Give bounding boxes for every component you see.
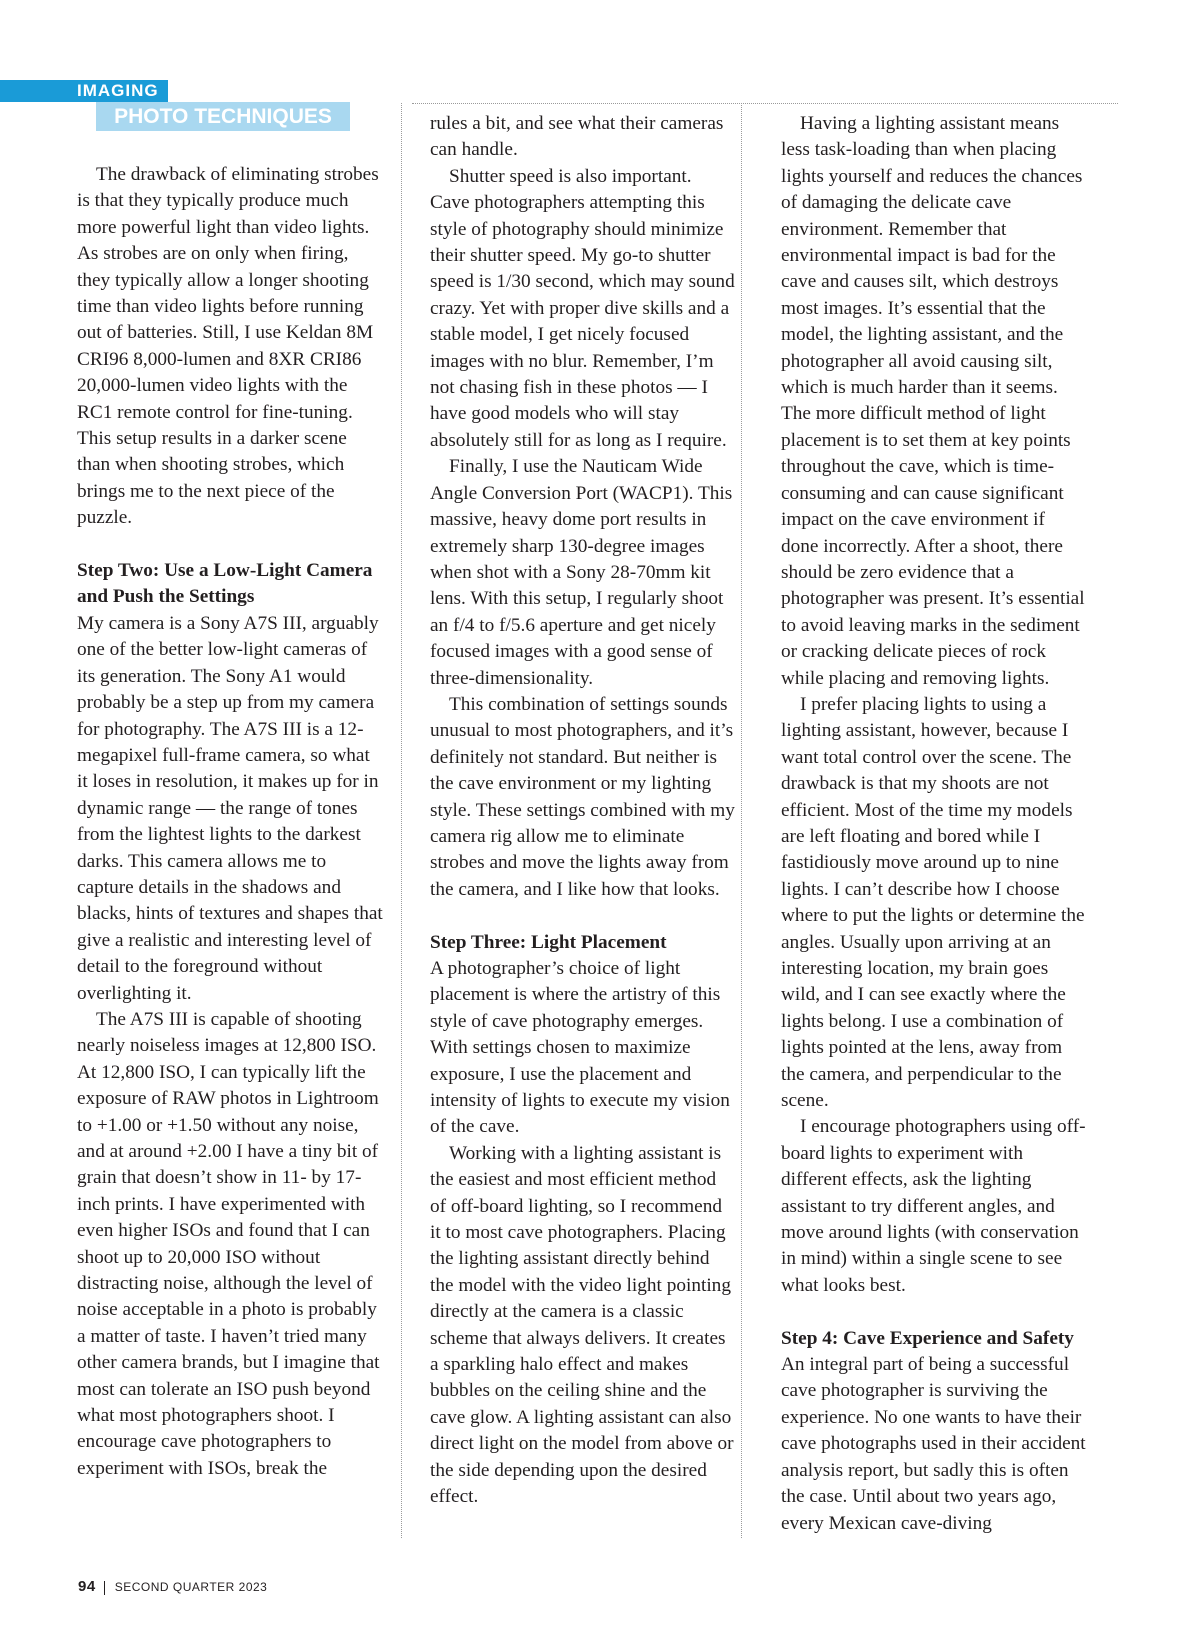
- col2-paragraph-4: This combination of settings sounds unusual to most photographers, and it’s definitely not standard. But neither is the cave environment or my lighting style. These settings combined with my camera rig allow me to eliminate strobes and move the lights away from the camera, and I like how that looks.: [430, 693, 735, 900]
- section-label: IMAGING: [77, 81, 159, 100]
- col2-heading-step-three: Step Three: Light Placement: [430, 931, 667, 953]
- subsection-label: PHOTO TECHNIQUES: [114, 105, 332, 128]
- col2-paragraph-5: A photographer’s choice of light placement is where the artistry of this style of cave photography emerges. With settings chosen to maximize exposure, I use the placement and intensity of lights to execute my vision of the cave.: [430, 957, 730, 1138]
- col3-heading-step-4: Step 4: Cave Experience and Safety: [781, 1327, 1074, 1349]
- col1-paragraph-1: The drawback of eliminating strobes is that they typically produce much more powerful light than video lights. As strobes are on only when firing, they typically allow a longer shooting time than video lights before running out of batteries. Still, I use Keldan 8M CRI96 8,000-lumen and 8XR CRI86 20,000-lumen video lights with the RC1 remote control for fine-tuning. This setup results in a darker scene than when shooting strobes, which brings me to the next piece of the puzzle.: [77, 164, 379, 529]
- col1-paragraph-2: My camera is a Sony A7S III, arguably one of the better low-light cameras of its generation. The Sony A1 would probably be a step up from my camera for photography. The A7S III is a 12-megapixel full-frame camera, so what it loses in resolution, it makes up for in dynamic range — the range of tones from the lightest lights to the darkest darks. This camera allows me to capture details in the shadows and blacks, hints of textures and shapes that give a realistic and interesting level of detail to the foreground without overlighting it.: [77, 612, 383, 1004]
- column-2: [430, 111, 736, 1511]
- col2-paragraph-2: Shutter speed is also important. Cave photographers attempting this style of photography should minimize their shutter speed. My go-to shutter speed is 1/30 second, which may sound crazy. Yet with proper dive skills and a stable model, I get nicely focused images with no blur. Remember, I’m not chasing fish in these photos — I have good models who will stay absolutely still for as long as I require.: [430, 165, 735, 451]
- subsection-tab: [96, 102, 350, 131]
- column-divider-2: [741, 103, 742, 1538]
- issue-label: SECOND QUARTER 2023: [114, 1580, 268, 1594]
- column-3: [781, 111, 1087, 1537]
- col3-paragraph-2: I prefer placing lights to using a lighting assistant, however, because I want total control over the scene. The drawback is that my shoots are not efficient. Most of the time my models are left floating and bored while I fastidiously move around up to nine lights. I can’t describe how I choose where to put the lights or determine the angles. Usually upon arriving at an interesting location, my brain goes wild, and I can see exactly where the lights belong. I use a combination of lights pointed at the lens, away from the camera, and perpendicular to the scene.: [781, 693, 1085, 1112]
- col3-paragraph-4: An integral part of being a successful cave photographer is surviving the experience. No one wants to have their cave photographs used in their accident analysis report, but sadly this is often the case. Until about two years ago, every Mexican cave-diving: [781, 1354, 1086, 1534]
- page-number: 94: [78, 1578, 96, 1595]
- col3-paragraph-3: I encourage photographers using off-board lights to experiment with different effects, ask the lighting assistant to try different angles, and move around lights (with conservation in mind) within a single scene to see what looks best.: [781, 1116, 1086, 1296]
- col2-paragraph-3: Finally, I use the Nauticam Wide Angle Conversion Port (WACP1). This massive, heavy dome port results in extremely sharp 130-degree images when shot with a Sony 28-70mm kit lens. With this setup, I regularly shoot an f/4 to f/5.6 aperture and get nicely focused images with a good sense of three-dimensionality.: [430, 456, 733, 689]
- column-1: [77, 162, 383, 1482]
- col2-paragraph-1: rules a bit, and see what their cameras can handle.: [430, 113, 724, 161]
- col3-paragraph-1: Having a lighting assistant means less task-loading than when placing lights yourself and reduces the chances of damaging the delicate cave environment. Remember that environmental impact is bad for the cave and causes silt, which destroys most images. It’s essential that the model, the lighting assistant, and the photographer all avoid causing silt, which is much harder than it seems. The more difficult method of light placement is to set them at key points throughout the cave, which is time-consuming and can cause significant impact on the cave environment if done incorrectly. After a shoot, there should be zero evidence that a photographer was present. It’s essential to avoid leaving marks in the sediment or cracking delicate pieces of rock while placing and removing lights.: [781, 113, 1085, 689]
- col1-paragraph-3: The A7S III is capable of shooting nearly noiseless images at 12,800 ISO. At 12,800 ISO, I can typically lift the exposure of RAW photos in Lightroom to +1.00 or +1.50 without any noise, and at around +2.00 I have a tiny bit of grain that doesn’t show in 11- by 17-inch prints. I have experimented with even higher ISOs and found that I can shoot up to 20,000 ISO without distracting noise, although the level of noise acceptable in a photo is probably a matter of taste. I haven’t tried many other camera brands, but I imagine that most can tolerate an ISO push beyond what most photographers shoot. I encourage cave photographers to experiment with ISOs, break the: [77, 1008, 380, 1479]
- col1-heading-step-two: Step Two: Use a Low-Light Camera and Push the Settings: [77, 560, 373, 608]
- page-footer: [78, 1578, 267, 1595]
- section-tab: [0, 80, 168, 102]
- footer-separator: [104, 1581, 105, 1595]
- top-divider: [412, 103, 1118, 104]
- column-divider-1: [401, 103, 402, 1538]
- col2-paragraph-6: Working with a lighting assistant is the easiest and most efficient method of off-board lighting, so I recommend it to most cave photographers. Placing the lighting assistant directly behind the model with the video light pointing directly at the camera is a classic scheme that always delivers. It creates a sparkling halo effect and makes bubbles on the ceiling shine and the cave glow. A lighting assistant can also direct light on the model from above or the side depending upon the desired effect.: [430, 1142, 734, 1508]
